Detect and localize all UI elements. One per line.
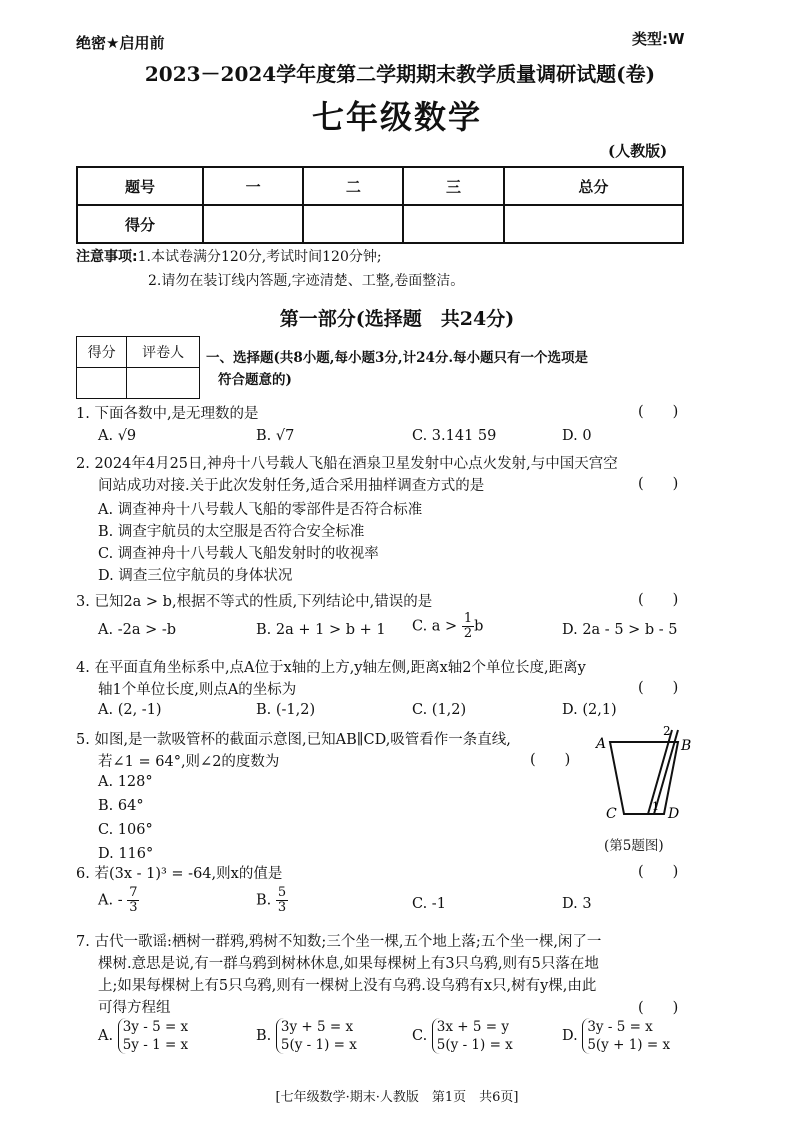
score-table-header: 一: [203, 167, 303, 205]
q2-option-a[interactable]: A. 调查神舟十八号载人飞船的零部件是否符合标准: [98, 502, 423, 518]
q6-option-d[interactable]: D. 3: [562, 896, 592, 912]
answer-blank[interactable]: ( ): [638, 680, 679, 696]
notice-line2: 2.请勿在装订线内答题,字迹清楚、工整,卷面整洁。: [148, 273, 465, 289]
fraction-numerator: 1: [463, 611, 473, 626]
angle-2-label: 2: [663, 724, 671, 738]
q1-stem: 1. 下面各数中,是无理数的是: [76, 406, 259, 422]
q7-stem-line3: 上;如果每棵树上有5只乌鸦,则有一棵树上没有乌鸦.设乌鸦有x只,树有y棵,由此: [98, 978, 597, 994]
fraction-numerator: 5: [277, 885, 287, 900]
score-cell[interactable]: [203, 205, 303, 243]
angle-1-label: 1: [652, 800, 659, 813]
equation: 5(y + 1) = x: [587, 1037, 671, 1053]
q6-option-b[interactable]: [256, 886, 288, 915]
equation: 5(y - 1) = x: [280, 1037, 357, 1053]
notice-line1: [76, 246, 382, 266]
score-table-header: 二: [303, 167, 403, 205]
fraction-numerator: 7: [129, 885, 138, 900]
q6-option-c[interactable]: C. -1: [412, 896, 446, 912]
score-row-label: 得分: [77, 205, 203, 243]
score-table-header: 题号: [77, 167, 203, 205]
equation-system: [432, 1018, 513, 1054]
q7-b-label: B.: [256, 1028, 272, 1044]
q5-figure-caption: (第5题图): [604, 838, 664, 854]
section-heading-line1: 一、选择题(共8小题,每小题3分,计24分.每小题只有一个选项是: [206, 350, 589, 366]
score-cell[interactable]: [403, 205, 503, 243]
q5-stem-line2: 若∠1 = 64°,则∠2的度数为: [98, 754, 280, 770]
answer-blank[interactable]: ( ): [638, 1000, 679, 1016]
q2-stem-line1: 2. 2024年4月25日,神舟十八号载人飞船在酒泉卫星发射中心点火发射,与中国天宫空: [76, 456, 618, 472]
q7-stem-line2: 棵树.意思是说,有一群乌鸦到树林休息,如果每棵树上有3只乌鸦,则有5只落在地: [98, 956, 599, 972]
equation: 3y - 5 = x: [122, 1019, 189, 1035]
q5-option-a[interactable]: A. 128°: [98, 774, 153, 790]
q4-option-d[interactable]: D. (2,1): [562, 702, 617, 718]
type-label: 类型:W: [632, 30, 685, 48]
q6-stem: 6. 若(3x - 1)³ = -64,则x的值是: [76, 866, 283, 882]
score-table-header: 三: [403, 167, 503, 205]
section-heading-line2: 符合题意的): [218, 372, 292, 388]
exam-title: 2023－2024学年度第二学期期末教学质量调研试题(卷): [144, 62, 656, 86]
q7-c-label: C.: [412, 1028, 428, 1044]
fraction: [276, 886, 288, 915]
fraction-denominator: 2: [463, 626, 473, 641]
fraction-denominator: 3: [129, 900, 138, 915]
label-b: B: [681, 738, 692, 754]
q5-figure: [592, 722, 702, 832]
equation-system: [118, 1018, 188, 1054]
label-a: A: [596, 736, 607, 752]
answer-blank[interactable]: ( ): [530, 752, 571, 768]
q2-option-b[interactable]: B. 调查宇航员的太空服是否符合安全标准: [98, 524, 365, 540]
answer-blank[interactable]: ( ): [638, 592, 679, 608]
q7-a-label: A.: [98, 1028, 114, 1044]
q7-option-d[interactable]: [562, 1018, 670, 1054]
fraction-denominator: 3: [277, 900, 287, 915]
secret-label: 绝密★启用前: [76, 34, 165, 52]
grader-cell[interactable]: [127, 368, 200, 399]
q7-option-a[interactable]: [98, 1018, 188, 1054]
q7-option-c[interactable]: [412, 1018, 513, 1054]
score-cell[interactable]: [303, 205, 403, 243]
q4-stem-line2: 轴1个单位长度,则点A的坐标为: [98, 682, 297, 698]
q5-stem-line1: 5. 如图,是一款吸管杯的截面示意图,已知AB∥CD,吸管看作一条直线,: [76, 732, 511, 748]
q1-option-a[interactable]: A. √9: [98, 428, 137, 444]
notice-text: 1.本试卷满分120分,考试时间120分钟;: [137, 249, 382, 265]
q2-stem-line2: 间站成功对接.关于此次发射任务,适合采用抽样调查方式的是: [98, 478, 485, 494]
answer-blank[interactable]: ( ): [638, 864, 679, 880]
grader-header: 得分: [77, 337, 127, 368]
notice-label: 注意事项:: [76, 249, 138, 265]
q7-option-b[interactable]: [256, 1018, 357, 1054]
q7-stem-line1: 7. 古代一歌谣:栖树一群鸦,鸦树不知数;三个坐一棵,五个地上落;五个坐一棵,闲了一: [76, 934, 602, 950]
fraction: [462, 612, 474, 641]
score-table: [76, 166, 684, 244]
q3-option-c[interactable]: [412, 612, 483, 641]
label-d: D: [668, 806, 680, 822]
grader-cell[interactable]: [77, 368, 127, 399]
subject-title: 七年级数学: [311, 98, 482, 136]
q6-option-a[interactable]: [98, 886, 139, 915]
answer-blank[interactable]: ( ): [638, 476, 679, 492]
q3-stem: 3. 已知2a > b,根据不等式的性质,下列结论中,错误的是: [76, 594, 433, 610]
q3-c-suffix: b: [474, 618, 484, 635]
equation: 3x + 5 = y: [436, 1019, 510, 1035]
q1-option-b[interactable]: B. √7: [256, 428, 295, 444]
q1-option-d[interactable]: D. 0: [562, 428, 592, 444]
q4-option-c[interactable]: C. (1,2): [412, 702, 467, 718]
equation-system: [276, 1018, 357, 1054]
fraction: [127, 886, 139, 915]
score-cell[interactable]: [504, 205, 683, 243]
equation-system: [582, 1018, 670, 1054]
equation: 5(y - 1) = x: [436, 1037, 513, 1053]
q3-option-b[interactable]: B. 2a + 1 > b + 1: [256, 622, 386, 638]
score-table-header: 总分: [504, 167, 683, 205]
q4-stem-line1: 4. 在平面直角坐标系中,点A位于x轴的上方,y轴左侧,距离x轴2个单位长度,距离y: [76, 660, 586, 676]
q5-option-d[interactable]: D. 116°: [98, 846, 154, 862]
label-c: C: [606, 806, 617, 822]
equation: 3y + 5 = x: [280, 1019, 354, 1035]
q6-a-prefix: A. -: [98, 892, 123, 909]
cup-outline: [610, 742, 678, 814]
q2-option-d[interactable]: D. 调查三位宇航员的身体状况: [98, 568, 293, 584]
equation: 5y - 1 = x: [122, 1037, 189, 1053]
q5-option-b[interactable]: B. 64°: [98, 798, 144, 814]
part1-title: 第一部分(选择题 共24分): [279, 308, 515, 330]
q3-option-d[interactable]: D. 2a - 5 > b - 5: [562, 622, 678, 638]
q4-option-a[interactable]: A. (2, -1): [98, 702, 162, 718]
q2-option-c[interactable]: C. 调查神舟十八号载人飞船发射时的收视率: [98, 546, 379, 562]
q3-option-a[interactable]: A. -2a > -b: [98, 622, 177, 638]
grader-header: 评卷人: [127, 337, 200, 368]
q7-stem-line4: 可得方程组: [98, 1000, 171, 1016]
q6-b-prefix: B.: [256, 892, 272, 909]
q3-c-prefix: C. a >: [412, 618, 458, 635]
q7-d-label: D.: [562, 1028, 578, 1044]
edition-label: (人教版): [608, 142, 668, 160]
equation: 3y - 5 = x: [587, 1019, 653, 1035]
grader-table: [76, 336, 200, 399]
q5-option-c[interactable]: C. 106°: [98, 822, 153, 838]
answer-blank[interactable]: ( ): [638, 404, 679, 420]
q4-option-b[interactable]: B. (-1,2): [256, 702, 316, 718]
page-footer: [七年级数学·期末·人教版 第1页 共6页]: [275, 1090, 519, 1105]
q1-option-c[interactable]: C. 3.141 59: [412, 428, 497, 444]
